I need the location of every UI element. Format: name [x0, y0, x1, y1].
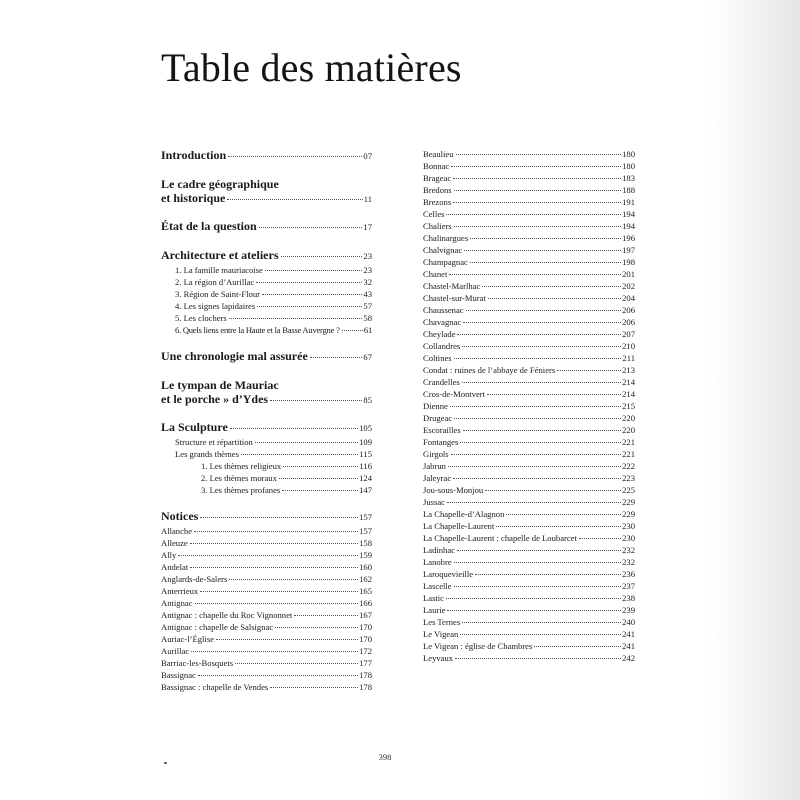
dot-leader — [462, 614, 621, 623]
dot-leader — [241, 446, 358, 455]
dot-leader — [457, 542, 621, 551]
toc-entry-label: Anterrieux — [161, 586, 199, 596]
toc-entry-page: 240 — [622, 617, 635, 627]
dot-leader — [279, 470, 358, 479]
dot-leader — [462, 374, 621, 383]
toc-entry-label: Leyvaux — [423, 653, 454, 663]
toc-entry-label: Chaussenac — [423, 305, 464, 315]
toc-entry-page: 124 — [359, 473, 372, 483]
toc-entry-page: 177 — [359, 658, 372, 668]
toc-entry-label: Laurie — [423, 605, 446, 615]
toc-entry-label: Introduction — [161, 148, 227, 162]
toc-entry-page: 211 — [622, 353, 635, 363]
toc-entry-page: 147 — [359, 485, 372, 495]
toc-entry-label: La Chapelle-Laurent — [423, 521, 495, 531]
toc-entry-label: État de la question — [161, 219, 257, 233]
toc-entry-page: 220 — [622, 425, 635, 435]
toc-entry-page: 221 — [622, 449, 635, 459]
toc-entry-label: Notices — [161, 509, 199, 523]
dot-leader — [466, 302, 622, 311]
page-edge-shadow — [708, 0, 800, 800]
toc-entry-introduction[interactable] — [161, 148, 372, 164]
toc-entry-page: 160 — [359, 562, 372, 572]
dot-leader — [449, 266, 621, 275]
dot-leader — [190, 559, 358, 568]
toc-entry-page: 170 — [359, 634, 372, 644]
toc-entry-label: 3. Région de Saint-Flour — [175, 289, 260, 299]
toc-entry-page: 180 — [622, 149, 635, 159]
toc-entry-label: Alleuze — [161, 538, 188, 548]
toc-entry-label: La Sculpture — [161, 420, 228, 434]
dot-leader — [270, 391, 362, 401]
dot-leader — [475, 566, 621, 575]
dot-leader — [454, 554, 621, 563]
toc-entry-page: 183 — [622, 173, 635, 183]
dot-leader — [447, 602, 621, 611]
toc-entry-label: Bonnac — [423, 161, 450, 171]
dot-leader — [227, 190, 362, 200]
toc-entry-page: 23 — [363, 251, 372, 261]
page-title: Table des matières — [161, 45, 462, 90]
toc-entry-label: 3. Les thèmes profanes — [201, 485, 281, 495]
dot-leader — [216, 631, 358, 640]
toc-entry-page: 220 — [622, 413, 635, 423]
toc-entry-label: Le Vigean — [423, 629, 459, 639]
dot-leader — [294, 607, 358, 616]
dot-leader — [447, 494, 621, 503]
toc-entry-label: Girgols — [423, 449, 449, 459]
toc-entry-label: Architecture et ateliers — [161, 248, 279, 262]
toc-entry-page: 206 — [622, 305, 635, 315]
toc-entry-page: 222 — [622, 461, 635, 471]
toc-entry-page: 17 — [363, 222, 372, 232]
toc-entry-page: 11 — [363, 194, 372, 204]
toc-entry-page: 172 — [359, 646, 372, 656]
toc-entry-label: Brageac — [423, 173, 452, 183]
dot-leader — [195, 595, 359, 604]
dot-leader — [230, 419, 358, 429]
toc-entry-page: 236 — [622, 569, 635, 579]
toc-entry-label: Chastel-sur-Murat — [423, 293, 486, 303]
dot-leader — [235, 655, 358, 664]
dot-leader — [460, 626, 621, 635]
toc-entry-label: Antignac : chapelle de Salsignac — [161, 622, 274, 632]
dot-leader — [281, 247, 363, 257]
toc-entry-page: 214 — [622, 377, 635, 387]
toc-entry-label: Lanobre — [423, 557, 452, 567]
toc-entry-page: 194 — [622, 221, 635, 231]
dot-leader — [506, 506, 621, 515]
dot-leader — [448, 458, 621, 467]
toc-entry-page: 202 — [622, 281, 635, 291]
dot-leader — [282, 482, 358, 491]
toc-entry-label: Chavagnac — [423, 317, 462, 327]
dot-leader — [446, 590, 621, 599]
dot-leader — [482, 278, 621, 287]
toc-entry-notice[interactable] — [423, 652, 635, 664]
toc-entry-label: Escorailles — [423, 425, 461, 435]
toc-entry-label: 4. Les signes lapidaires — [175, 301, 256, 311]
dot-leader — [265, 262, 363, 271]
toc-entry-page: 221 — [622, 437, 635, 447]
toc-entry-label: Chalvignac — [423, 245, 463, 255]
dot-leader — [464, 242, 621, 251]
dot-leader — [194, 523, 358, 532]
toc-entry-page: 213 — [622, 365, 635, 375]
toc-entry-label: 2. La région d’Aurillac — [175, 277, 255, 287]
dot-leader — [457, 326, 621, 335]
toc-entry-label: Structure et répartition — [175, 437, 253, 447]
toc-entry-page: 158 — [359, 538, 372, 548]
dot-leader — [453, 194, 621, 203]
toc-entry-page: 237 — [622, 581, 635, 591]
dot-leader — [455, 650, 621, 659]
toc-entry-label: Les grands thèmes — [175, 449, 239, 459]
dot-leader — [534, 638, 621, 647]
dot-leader — [463, 422, 621, 431]
toc-entry-label: Andelat — [161, 562, 189, 572]
toc-entry-label: Auriac-l’Église — [161, 634, 214, 644]
dot-leader — [198, 667, 358, 676]
toc-entry-label: Jussac — [423, 497, 445, 507]
toc-entry-label-line2: et le porche » d’Ydes — [161, 392, 269, 406]
dot-leader — [342, 322, 363, 331]
dot-leader — [454, 350, 622, 359]
toc-entry-label: Lastic — [423, 593, 444, 603]
dot-leader — [283, 458, 358, 467]
toc-entry-page: 198 — [622, 257, 635, 267]
toc-entry-page: 105 — [359, 423, 372, 433]
toc-entry-label: Chastel-Marlhac — [423, 281, 481, 291]
toc-entry-page: 109 — [359, 437, 372, 447]
toc-entry-page: 166 — [359, 598, 372, 608]
toc-entry-label: Chalinargues — [423, 233, 469, 243]
toc-entry-label: Anglards-de-Salers — [161, 574, 228, 584]
dot-leader — [557, 362, 621, 371]
dot-leader — [270, 679, 358, 688]
toc-entry-label: Aurillac — [161, 646, 190, 656]
dot-leader — [256, 274, 362, 283]
toc-entry-page: 32 — [363, 277, 372, 287]
toc-entry-label: Une chronologie mal assurée — [161, 349, 308, 363]
toc-entry-page: 57 — [363, 301, 372, 311]
toc-entry-label: Allanche — [161, 526, 193, 536]
dot-leader — [470, 254, 621, 263]
dot-leader — [485, 482, 621, 491]
dot-leader — [454, 578, 621, 587]
toc-entry-label: Le Vigean : église de Chambres — [423, 641, 533, 651]
dot-leader — [453, 470, 621, 479]
page-number: 398 — [378, 752, 392, 762]
toc-entry-page: 223 — [622, 473, 635, 483]
toc-entry-page: 162 — [359, 574, 372, 584]
dot-leader — [456, 146, 622, 155]
toc-entry-page: 157 — [359, 526, 372, 536]
toc-entry-label: Chanet — [423, 269, 448, 279]
toc-entry-label: Ladinhac — [423, 545, 455, 555]
toc-entry-page: 159 — [359, 550, 372, 560]
toc-entry-tympan[interactable] — [161, 378, 372, 407]
toc-entry-cadre[interactable] — [161, 177, 372, 206]
toc-entry-label: Ally — [161, 550, 177, 560]
toc-entry-page: 197 — [622, 245, 635, 255]
toc-entry-label: Condat : ruines de l’abbaye de Féniers — [423, 365, 556, 375]
toc-entry-label: Barriac-les-Bosquets — [161, 658, 234, 668]
toc-entry-page: 201 — [622, 269, 635, 279]
toc-entry-label-line1: Le cadre géographique — [161, 177, 279, 191]
dot-leader — [229, 571, 358, 580]
dot-leader — [190, 535, 358, 544]
toc-entry-label: Bassignac : chapelle de Vendes — [161, 682, 269, 692]
dot-leader — [200, 583, 358, 592]
toc-entry-page: 170 — [359, 622, 372, 632]
toc-entry-label: Les Ternes — [423, 617, 461, 627]
notices-list — [161, 525, 372, 693]
dot-leader — [460, 434, 621, 443]
toc-entry-label: Champagnac — [423, 257, 468, 267]
toc-entry-label: Beaulieu — [423, 149, 454, 159]
toc-entry-label: Cheylade — [423, 329, 456, 339]
toc-entry-page: 210 — [622, 341, 635, 351]
toc-entry-page: 178 — [359, 670, 372, 680]
dot-leader — [228, 147, 362, 157]
dot-leader — [450, 398, 621, 407]
toc-subentry[interactable] — [161, 324, 372, 336]
toc-entry-page: 188 — [622, 185, 635, 195]
dot-leader — [463, 314, 621, 323]
toc-entry-page: 61 — [363, 325, 372, 335]
toc-entry-page: 214 — [622, 389, 635, 399]
toc-entry-page: 230 — [622, 533, 635, 543]
toc-entry-label: 6. Quels liens entre la Haute et la Basse Auvergne ? — [175, 325, 340, 335]
dot-leader — [487, 386, 621, 395]
toc-entry-label: Lascelle — [423, 581, 452, 591]
dot-leader — [453, 170, 621, 179]
toc-entry-page: 85 — [363, 395, 372, 405]
toc-entry-label: Drugeac — [423, 413, 453, 423]
toc-entry-label: Crandelles — [423, 377, 460, 387]
dot-leader — [262, 286, 362, 295]
toc-entry-page: 207 — [622, 329, 635, 339]
toc-left-column — [161, 148, 372, 693]
toc-entry-page: 178 — [359, 682, 372, 692]
dot-leader — [454, 218, 621, 227]
toc-entry-etat[interactable] — [161, 219, 372, 235]
print-mark — [164, 762, 167, 764]
toc-entry-page: 242 — [622, 653, 635, 663]
toc-entry-page: 196 — [622, 233, 635, 243]
toc-entry-label: Laroquevieille — [423, 569, 474, 579]
toc-entry-label: Jou-sous-Monjou — [423, 485, 484, 495]
dot-leader — [496, 518, 621, 527]
toc-entry-page: 229 — [622, 509, 635, 519]
toc-entry-label: Coltines — [423, 353, 452, 363]
toc-entry-label: Collandres — [423, 341, 461, 351]
toc-entry-label: La Chapelle-Laurent : chapelle de Loubarcet — [423, 533, 577, 543]
dot-leader — [200, 508, 358, 518]
toc-entry-label: Bassignac — [161, 670, 196, 680]
dot-leader — [454, 410, 621, 419]
toc-entry-page: 204 — [622, 293, 635, 303]
toc-entry-label: 1. Les thèmes religieux — [201, 461, 282, 471]
dot-leader — [178, 547, 358, 556]
toc-entry-page: 191 — [622, 197, 635, 207]
toc-entry-page: 238 — [622, 593, 635, 603]
dot-leader — [462, 338, 621, 347]
toc-entry-page: 67 — [363, 352, 372, 362]
toc-entry-label-line2: et historique — [161, 191, 226, 205]
dot-leader — [488, 290, 621, 299]
toc-entry-page: 215 — [622, 401, 635, 411]
toc-entry-label: 2. Les thèmes moraux — [201, 473, 277, 483]
toc-entry-label: Antignac : chapelle du Roc Vignonnet — [161, 610, 293, 620]
toc-entry-page: 167 — [359, 610, 372, 620]
toc-entry-page: 241 — [622, 641, 635, 651]
toc-entry-label: Celles — [423, 209, 445, 219]
toc-entry-page: 232 — [622, 557, 635, 567]
toc-entry-page: 229 — [622, 497, 635, 507]
dot-leader — [259, 218, 363, 228]
toc-entry-label: Fontanges — [423, 437, 459, 447]
toc-entry-label: Jaleyrac — [423, 473, 452, 483]
toc-entry-label: La Chapelle-d’Alagnon — [423, 509, 505, 519]
toc-right-column — [423, 148, 635, 664]
dot-leader — [310, 348, 363, 358]
dot-leader — [451, 158, 621, 167]
dot-leader — [446, 206, 621, 215]
toc-entry-page: 206 — [622, 317, 635, 327]
toc-entry-page: 157 — [359, 512, 372, 522]
dot-leader — [229, 310, 363, 319]
toc-entry-label: Chaliers — [423, 221, 452, 231]
toc-entry-label: 1. La famille mauriacoise — [175, 265, 263, 275]
toc-entry-page: 165 — [359, 586, 372, 596]
toc-entry-label-line1: Le tympan de Mauriac — [161, 378, 279, 392]
toc-entry-page: 115 — [359, 449, 372, 459]
dot-leader — [257, 298, 362, 307]
toc-entry-page: 43 — [363, 289, 372, 299]
toc-entry-page: 232 — [622, 545, 635, 555]
toc-entry-label: Brezons — [423, 197, 452, 207]
dot-leader — [255, 434, 358, 443]
toc-entry-page: 194 — [622, 209, 635, 219]
toc-entry-label: Cros-de-Montvert — [423, 389, 486, 399]
toc-entry-page: 58 — [363, 313, 372, 323]
toc-entry-page: 07 — [363, 151, 372, 161]
toc-entry-page: 230 — [622, 521, 635, 531]
toc-entry-notice[interactable] — [161, 681, 372, 693]
dot-leader — [275, 619, 358, 628]
toc-entry-label: Bredons — [423, 185, 452, 195]
toc-entry-label: Dienne — [423, 401, 448, 411]
toc-entry-page: 116 — [359, 461, 372, 471]
dot-leader — [451, 446, 621, 455]
toc-entry-page: 23 — [363, 265, 372, 275]
toc-subsubentry[interactable] — [161, 484, 372, 496]
toc-entry-label: Jabrun — [423, 461, 446, 471]
toc-entry-page: 225 — [622, 485, 635, 495]
toc-entry-label: Antignac — [161, 598, 193, 608]
toc-entry-page: 180 — [622, 161, 635, 171]
toc-subentry[interactable] — [161, 312, 372, 324]
dot-leader — [191, 643, 358, 652]
toc-entry-page: 241 — [622, 629, 635, 639]
toc-entry-page: 239 — [622, 605, 635, 615]
dot-leader — [470, 230, 621, 239]
dot-leader — [579, 530, 621, 539]
toc-entry-label: 5. Les clochers — [175, 313, 227, 323]
dot-leader — [454, 182, 621, 191]
toc-entry-chronologie[interactable] — [161, 349, 372, 365]
